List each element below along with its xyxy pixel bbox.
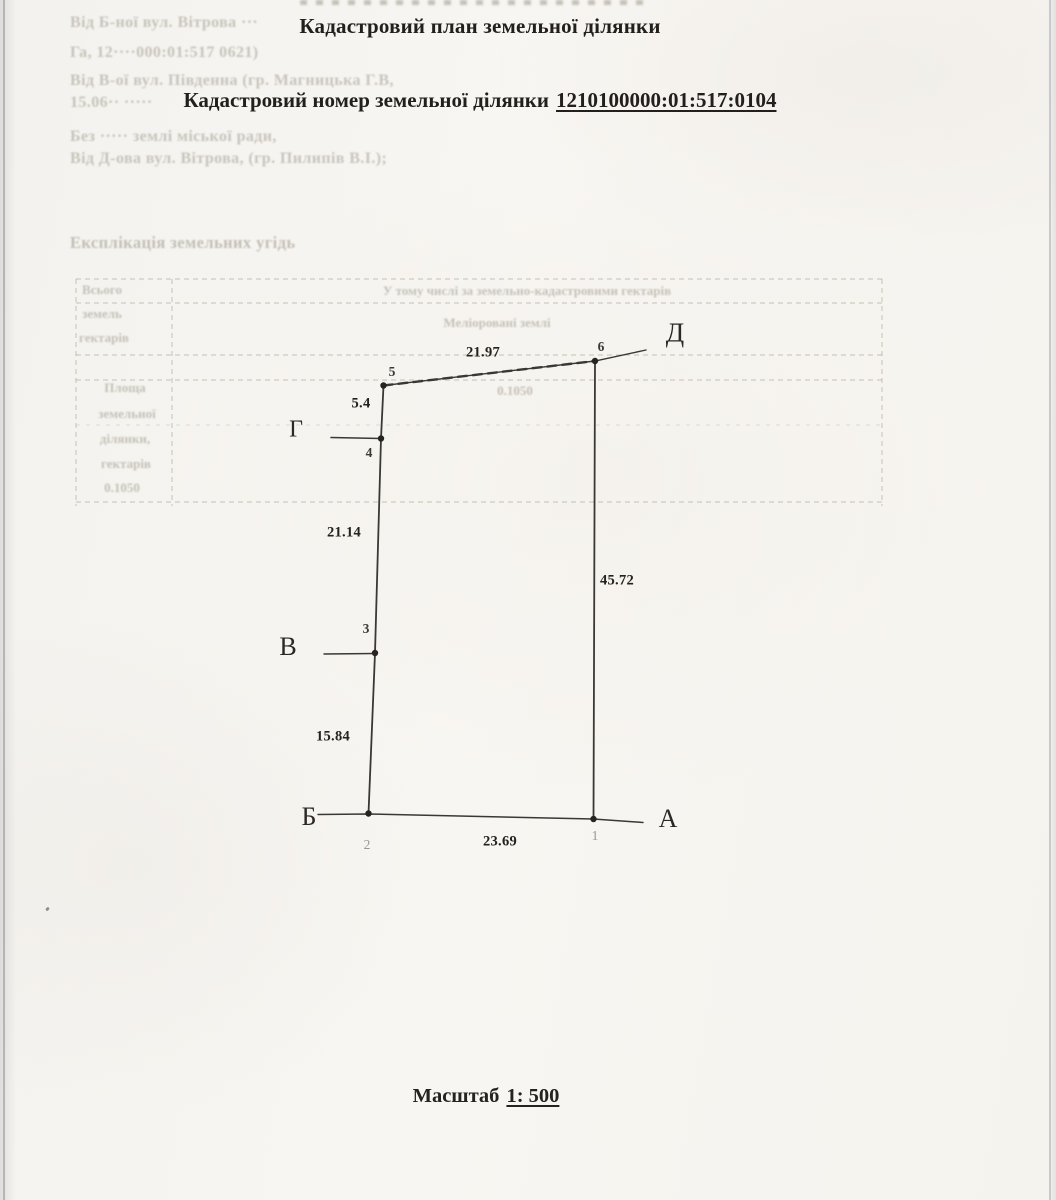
bleed-table-cell: 0.1050	[104, 480, 140, 495]
bleed-table-cell: гектарів	[101, 456, 151, 471]
cadastral-number-line	[0, 88, 960, 113]
dimension-label-2-3: 15.84	[315, 728, 351, 745]
bleed-text-line: 15.06·· ·····	[70, 94, 153, 111]
bleed-table-cell: 0.1050	[497, 383, 533, 398]
tick-line-g	[331, 438, 381, 439]
bleed-table-cell: ділянки,	[99, 431, 151, 446]
scale-line	[0, 1085, 972, 1108]
corner-label-d: Д	[665, 317, 685, 348]
corner-label-a: А	[658, 804, 678, 833]
point-label-1: 1	[591, 828, 599, 843]
document-title: Кадастровий план земельної ділянки	[299, 14, 661, 38]
bleed-text-line: Без ····· землі міської ради,	[70, 128, 277, 145]
point-label-5: 5	[388, 364, 396, 379]
vertex-dot-1	[590, 816, 596, 822]
dimension-label-4-5: 5.4	[351, 395, 371, 412]
vertex-dot-5	[380, 382, 386, 388]
bleed-table-cell: земельної	[98, 406, 156, 421]
vertex-dot-6	[592, 358, 598, 364]
point-label-3: 3	[362, 621, 370, 636]
vertex-dot-3	[372, 650, 378, 656]
point-label-6: 6	[597, 339, 605, 354]
dimension-label-bottom: 23.69	[482, 833, 518, 850]
cadastral-number-label: Кадастровий номер земельної ділянки	[183, 88, 550, 112]
bleed-text-line: Від Б-ної вул. Вітрова ···	[70, 14, 259, 31]
page-edge-left	[3, 0, 5, 1200]
boundary-top-dashes	[384, 361, 596, 386]
bleed-table-cell: гектарів	[79, 330, 129, 345]
corner-label-b: Б	[301, 802, 317, 831]
point-label-2: 2	[363, 837, 371, 852]
scale-label: Масштаб	[412, 1085, 500, 1107]
scale-value: 1: 500	[506, 1085, 560, 1107]
tick-line-v	[324, 654, 375, 655]
bleed-text-line: Га, 12····000:01:517 0621)	[70, 44, 259, 61]
vertex-dot-4	[378, 435, 384, 441]
bleed-table-cell: Меліоровані землі	[443, 315, 551, 330]
bleed-table-cell: Всього	[82, 282, 122, 297]
bleed-table-cell: Площа	[104, 380, 146, 395]
dimension-label-3-4: 21.14	[326, 524, 362, 541]
bleed-table-cell: У тому числі за земельно-кадастровими гектарів	[382, 283, 672, 298]
dimension-label-right: 45.72	[599, 572, 635, 589]
bleed-table-cell: земель	[82, 306, 122, 321]
boundary-right	[594, 361, 596, 819]
corner-label-g: Г	[289, 416, 303, 443]
page-edge-right	[1049, 0, 1051, 1200]
bleed-text-line: Від Д-ова вул. Вітрова, (гр. Пилипів В.І.);	[70, 150, 388, 167]
cadastral-number-value: 1210100000:01:517:0104	[556, 88, 777, 112]
bleed-text-line: Від В-ої вул. Південна (гр. Магницька Г.В,	[70, 72, 394, 89]
vertex-dot-2	[365, 810, 371, 816]
point-label-4: 4	[365, 445, 373, 460]
dimension-label-top: 21.97	[465, 344, 501, 361]
bleed-section-heading: Експлікація земельних угідь	[70, 233, 296, 252]
corner-label-v: В	[279, 632, 297, 661]
